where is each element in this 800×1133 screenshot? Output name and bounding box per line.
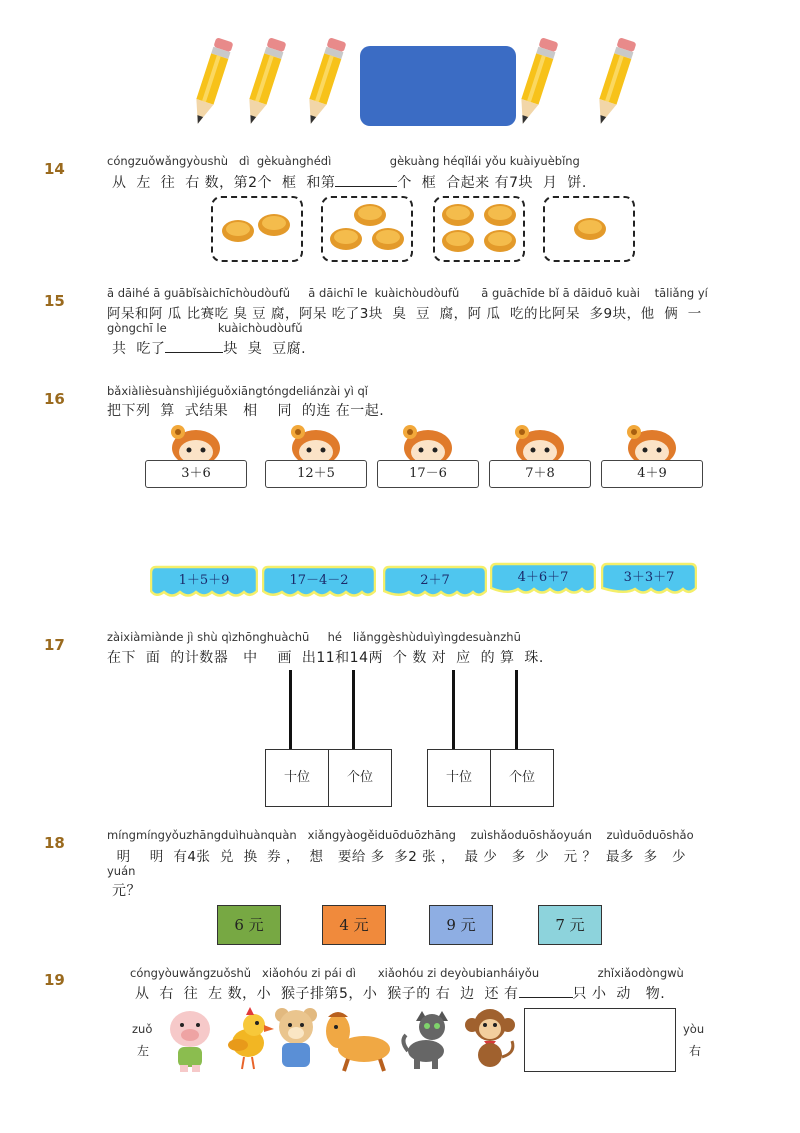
pinyin-line: gòngchī le kuàichòudòufǔ [107, 321, 303, 335]
tens-place: 十位 [265, 749, 329, 807]
pencil-icon [302, 37, 346, 126]
bear-icon [268, 1005, 324, 1073]
dinosaur-icon [508, 420, 572, 464]
expression-ice-block[interactable] [490, 562, 596, 594]
pinyin-line: zàixiàmiànde jì shù qìzhōnghuàchū hé liǎnggèshùduìyìngdesuànzhū [107, 630, 521, 644]
pencil-icon [514, 37, 558, 126]
expression-card[interactable]: 7＋8 [489, 460, 591, 488]
mooncake-icon [257, 212, 291, 238]
question-number: 14 [44, 160, 65, 178]
expression-ice-block[interactable] [601, 562, 697, 594]
coupon[interactable]: 6 元 [217, 905, 281, 945]
question-number: 17 [44, 636, 65, 654]
question-number: 18 [44, 834, 65, 852]
mooncake-box [433, 196, 525, 262]
direction-right: 右 [689, 1044, 702, 1058]
question-text: 从 左 往 右 数，第2个 框 和第 个 框 合起来 有7块 月 饼. [112, 175, 587, 191]
question-text: 阿呆和阿 瓜 比赛吃 臭 豆 腐，阿呆 吃了3块 臭 豆 腐，阿 瓜 吃的比阿呆 多9块，他 俩 一 [107, 306, 702, 322]
mooncake-icon [329, 226, 363, 252]
question-text: 在下 面 的计数器 中 画 出11和14两 个 数 对 应 的 算 珠. [107, 650, 544, 666]
dinosaur-icon [164, 420, 228, 464]
horse-icon [318, 1005, 398, 1073]
pinyin-line: cóngzuǒwǎngyòushù dì gèkuànghédì gèkuàng héqǐlái yǒu kuàiyuèbǐng [107, 154, 580, 168]
pinyin-line: yuán [107, 864, 136, 878]
expression-card[interactable]: 17－6 [377, 460, 479, 488]
pencil-icon [189, 37, 233, 126]
expression-label: 17－4－2 [289, 573, 349, 588]
abacus-rod[interactable] [352, 670, 355, 750]
dinosaur-icon [284, 420, 348, 464]
mooncake-icon [441, 228, 475, 254]
cat-icon [400, 1005, 460, 1073]
direction-pinyin-left: zuǒ [132, 1022, 153, 1036]
pinyin-line: míngmíngyǒuzhāngduìhuànquàn xiǎngyàogěiduōduōzhāng zuìshǎoduōshǎoyuán zuìduōduōshǎo [107, 828, 694, 842]
answer-box[interactable] [524, 1008, 676, 1072]
expression-label: 1＋5＋9 [178, 573, 230, 588]
mooncake-box [543, 196, 635, 262]
expression-ice-block[interactable] [262, 565, 376, 597]
coupon[interactable]: 9 元 [429, 905, 493, 945]
expression-label: 4＋6＋7 [517, 570, 569, 585]
coupon[interactable]: 4 元 [322, 905, 386, 945]
pencil-icon [592, 37, 636, 126]
mooncake-box [321, 196, 413, 262]
pinyin-line: ā dāihé ā guābǐsàichīchòudòufǔ ā dāichī le kuàichòudòufǔ ā guāchīde bǐ ā dāiduō kuài tāliǎng yí [107, 286, 708, 300]
pencil-icon [242, 37, 286, 126]
tens-place: 十位 [427, 749, 491, 807]
expression-card[interactable]: 12＋5 [265, 460, 367, 488]
pinyin-line: cóngyòuwǎngzuǒshǔ xiǎohóu zi pái dì xiǎohóu zi deyòubianháiyǒu zhǐxiǎodòngwù [130, 966, 684, 980]
expression-ice-block[interactable] [150, 565, 258, 597]
question-text: 把下列 算 式结果 相 同 的连 在一起. [107, 403, 385, 419]
expression-card[interactable]: 3＋6 [145, 460, 247, 488]
pig-icon [162, 1005, 218, 1073]
question-text: 元？ [107, 883, 141, 899]
mooncake-icon [221, 218, 255, 244]
direction-left: 左 [137, 1044, 150, 1058]
question-text: 共 吃了 块 臭 豆腐. [107, 341, 307, 357]
expression-label: 3＋3＋7 [623, 570, 675, 585]
abacus-rod[interactable] [452, 670, 455, 750]
expression-card[interactable]: 4＋9 [601, 460, 703, 488]
mooncake-icon [353, 202, 387, 228]
mooncake-box [211, 196, 303, 262]
abacus-rod[interactable] [289, 670, 292, 750]
mooncake-icon [483, 202, 517, 228]
question-number: 16 [44, 390, 65, 408]
ones-place: 个位 [328, 749, 392, 807]
expression-label: 2＋7 [420, 573, 450, 588]
pinyin-line: bǎxiàlièsuànshìjiéguǒxiāngtóngdeliánzài yì qǐ [107, 384, 368, 398]
ones-place: 个位 [490, 749, 554, 807]
question-text: 明 明 有4张 兑 换 券 ， 想 要给 多 多2 张 ， 最 少 多 少 元 ？ 最多 多 少 [107, 849, 686, 865]
direction-pinyin-right: yòu [683, 1022, 705, 1036]
title-box [360, 46, 516, 126]
mooncake-icon [371, 226, 405, 252]
mooncake-icon [441, 202, 475, 228]
answer-blank[interactable] [335, 174, 397, 187]
abacus-rod[interactable] [515, 670, 518, 750]
dinosaur-icon [620, 420, 684, 464]
pencils-banner [0, 0, 800, 140]
header-banner [0, 0, 800, 140]
question-number: 15 [44, 292, 65, 310]
mooncake-icon [573, 216, 607, 242]
dinosaur-icon [396, 420, 460, 464]
question-number: 19 [44, 971, 65, 989]
mooncake-icon [483, 228, 517, 254]
expression-ice-block[interactable] [383, 565, 487, 597]
answer-blank[interactable] [519, 985, 573, 998]
monkey-icon [462, 1005, 518, 1073]
question-text: 从 右 往 左 数，小 猴子排第5，小 猴子的 右 边 还 有 只 小 动 物. [130, 986, 666, 1002]
answer-blank[interactable] [165, 340, 223, 353]
coupon[interactable]: 7 元 [538, 905, 602, 945]
